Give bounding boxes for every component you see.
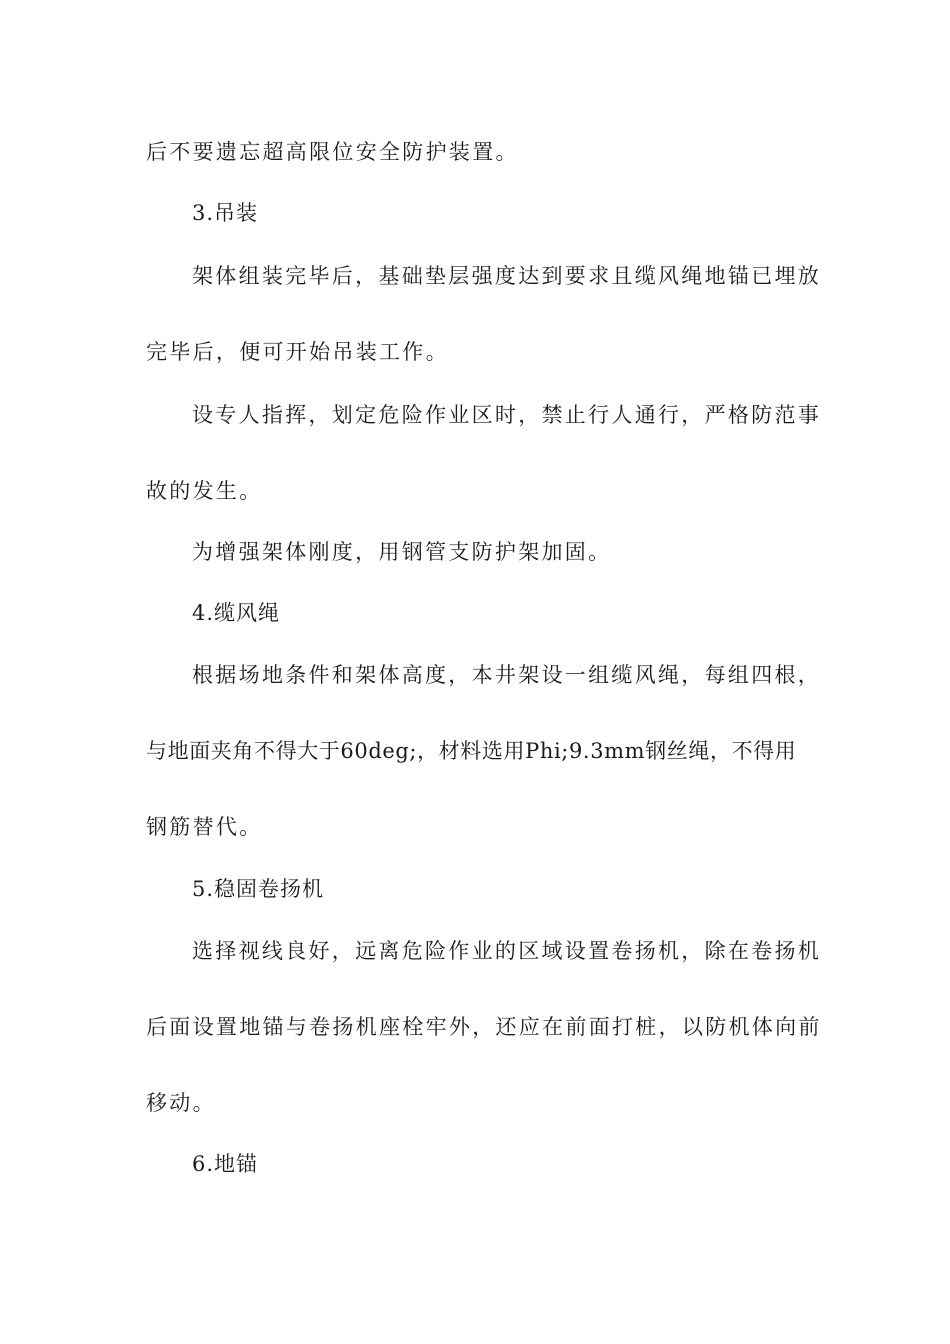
- paragraph-line: 完毕后，便可开始吊装工作。: [146, 340, 449, 364]
- paragraph-line: 为增强架体刚度，用钢管支防护架加固。: [192, 540, 612, 564]
- section-heading-guy-ropes: 4.缆风绳: [192, 601, 281, 625]
- paragraph-line: 故的发生。: [146, 479, 263, 503]
- paragraph-line: 移动。: [146, 1091, 216, 1115]
- paragraph-line: 后面设置地锚与卷扬机座栓牢外，还应在前面打桩，以防机体向前: [146, 1015, 822, 1039]
- paragraph-line: 与地面夹角不得大于60deg;，材料选用Phi;9.3mm钢丝绳，不得用: [146, 739, 797, 763]
- paragraph-line: 设专人指挥，划定危险作业区时，禁止行人通行，严格防范事: [192, 403, 822, 427]
- paragraph-line: 选择视线良好，远离危险作业的区域设置卷扬机，除在卷扬机: [192, 939, 822, 963]
- section-heading-winch: 5.稳固卷扬机: [192, 877, 325, 901]
- paragraph-line: 后不要遗忘超高限位安全防护装置。: [146, 140, 519, 164]
- paragraph-line: 架体组装完毕后，基础垫层强度达到要求且缆风绳地锚已埋放: [192, 264, 822, 288]
- section-heading-ground-anchor: 6.地锚: [192, 1152, 259, 1176]
- paragraph-line: 根据场地条件和架体高度，本井架设一组缆风绳，每组四根，: [192, 663, 822, 687]
- section-heading-hoisting: 3.吊装: [192, 201, 259, 225]
- paragraph-line: 钢筋替代。: [146, 815, 263, 839]
